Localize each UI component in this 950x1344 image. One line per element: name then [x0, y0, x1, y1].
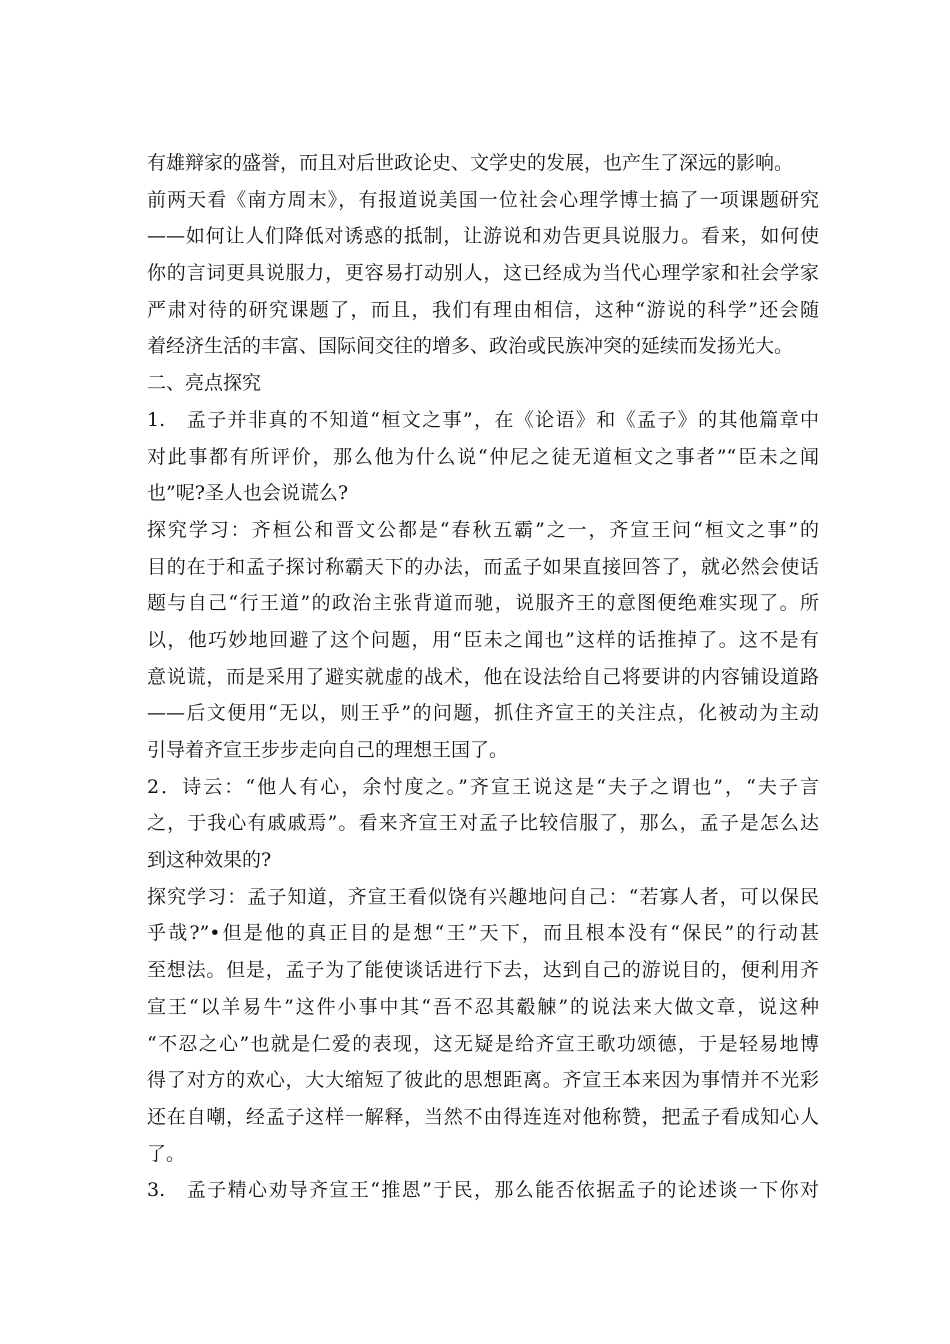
text-line: “不忍之心”也就是仁爱的表现，这无疑是给齐宣王歌功颂德，于是轻易地博 [147, 1032, 819, 1055]
text-line: 着经济生活的丰富、国际间交往的增多、政治或民族冲突的延续而发扬光大。 [147, 335, 794, 358]
text-line: 得了对方的欢心，大大缩短了彼此的思想距离。齐宣王本来因为事情并不光彩 [147, 1069, 819, 1092]
text-line: 乎哉?”•但是他的真正目的是想“王”天下，而且根本没有“保民”的行动甚 [147, 922, 819, 945]
text-line: 意说谎，而是采用了避实就虚的战术，他在设法给自己将要讲的内容铺设道路 [147, 665, 819, 688]
text-line: ——后文便用“无以，则王乎”的问题，抓住齐宣王的关注点，化被动为主动 [147, 702, 819, 725]
text-line: 3. 孟子精心劝导齐宣王“推恩”于民，那么能否依据孟子的论述谈一下你对 [147, 1179, 819, 1202]
text-line: 到这种效果的? [147, 849, 272, 872]
text-line: 宣王“以羊易牛”这件小事中其“吾不忍其觳觫”的说法来大做文章，说这种 [147, 995, 819, 1018]
text-line: 你的言词更具说服力，更容易打动别人，这已经成为当代心理学家和社会学家 [147, 262, 819, 285]
text-line: 之，于我心有戚戚焉”。看来齐宣王对孟子比较信服了，那么，孟子是怎么达 [147, 812, 819, 835]
text-line: 题与自己“行王道”的政治主张背道而驰，说服齐王的意图便绝难实现了。所 [147, 592, 819, 615]
text-line: 探究学习：孟子知道，齐宣王看似饶有兴趣地问自己：“若寡人者，可以保民 [147, 885, 819, 908]
section-heading: 二、亮点探究 [147, 372, 262, 395]
text-line: 以，他巧妙地回避了这个问题，用“臣未之闻也”这样的话推掉了。这不是有 [147, 628, 819, 651]
text-line: 1. 孟子并非真的不知道“桓文之事”，在《论语》和《孟子》的其他篇章中 [147, 408, 819, 431]
document-body [147, 145, 819, 1209]
text-line: 严肃对待的研究课题了，而且，我们有理由相信，这种“游说的科学”还会随 [147, 298, 819, 321]
text-line: 还在自嘲，经孟子这样一解释，当然不由得连连对他称赞，把孟子看成知心人 [147, 1105, 819, 1128]
text-line: 目的在于和孟子探讨称霸天下的办法，而孟子如果直接回答了，就必然会使话 [147, 555, 819, 578]
text-line: 了。 [147, 1142, 186, 1165]
text-line: 至想法。但是，孟子为了能使谈话进行下去，达到自己的游说目的，便利用齐 [147, 959, 819, 982]
text-line: 探究学习：齐桓公和晋文公都是“春秋五霸”之一，齐宣王问“桓文之事”的 [147, 518, 819, 541]
text-line: 对此事都有所评价，那么他为什么说“仲尼之徒无道桓文之事者”“臣未之闻 [147, 445, 819, 468]
text-line: ——如何让人们降低对诱惑的抵制，让游说和劝告更具说服力。看来，如何使 [147, 225, 819, 248]
text-line: 有雄辩家的盛誉，而且对后世政论史、文学史的发展，也产生了深远的影响。 [147, 152, 794, 174]
text-line: 前两天看《南方周末》，有报道说美国一位社会心理学博士搞了一项课题研究 [147, 188, 819, 211]
text-line: 2．诗云：“他人有心，余忖度之。”齐宣王说这是“夫子之谓也”，“夫子言 [147, 775, 819, 798]
text-line: 引导着齐宣王步步走向自己的理想王国了。 [147, 739, 509, 761]
text-line: 也”呢?圣人也会说谎么? [147, 482, 349, 505]
